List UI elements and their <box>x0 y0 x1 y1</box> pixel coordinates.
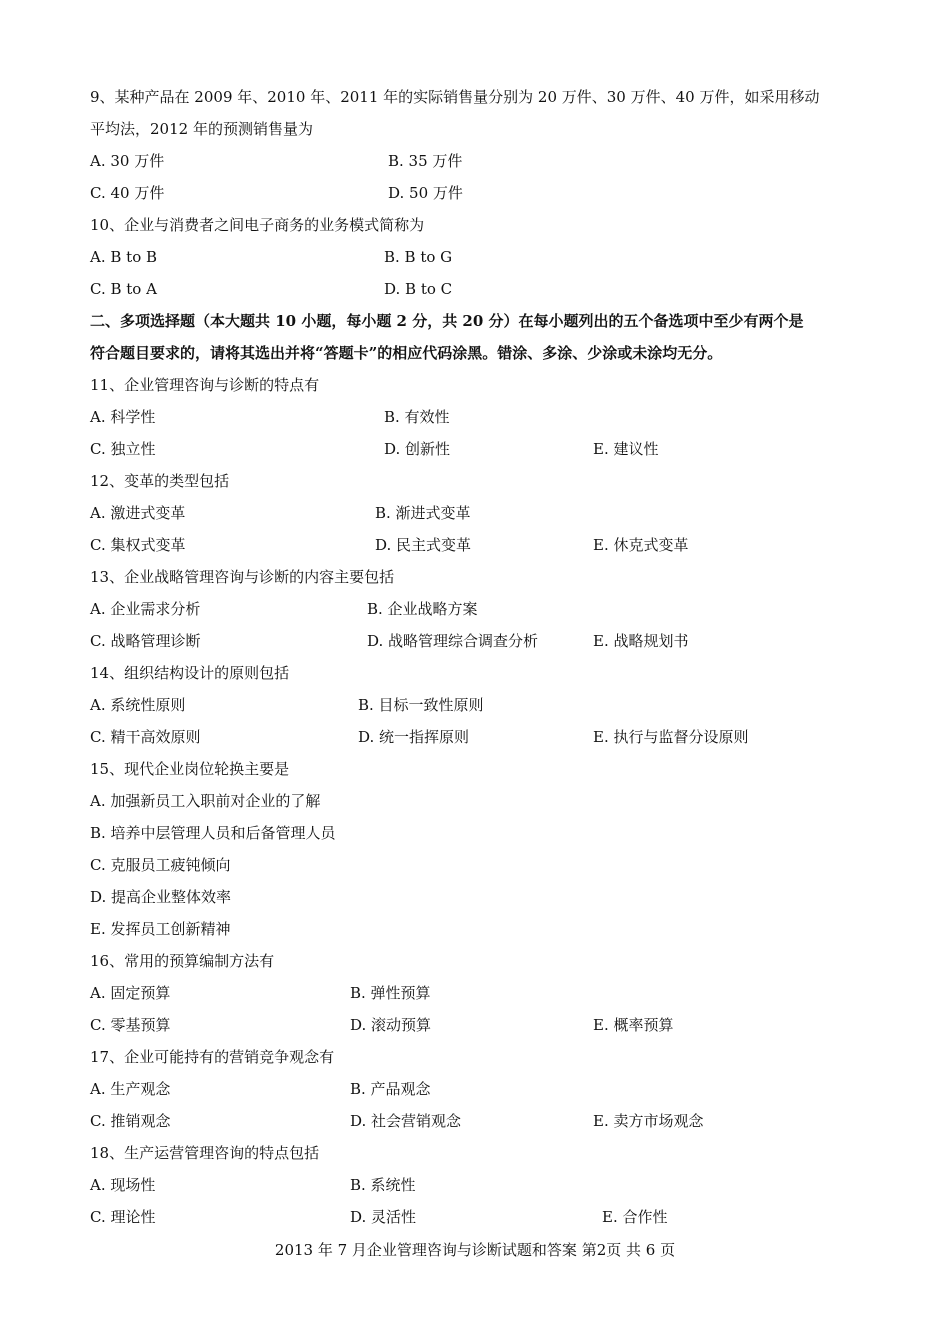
question-12-stem: 12、变革的类型包括 <box>90 472 230 490</box>
question-10-option-a: A. B to B <box>90 248 158 266</box>
question-13-option-a: A. 企业需求分析 <box>90 600 201 618</box>
question-17-option-d: D. 社会营销观念 <box>350 1112 462 1130</box>
question-11-option-e: E. 建议性 <box>593 440 659 458</box>
question-18-option-a: A. 现场性 <box>90 1176 156 1194</box>
question-17-option-e: E. 卖方市场观念 <box>593 1112 704 1130</box>
question-16-stem: 16、常用的预算编制方法有 <box>90 952 275 970</box>
section-2-heading-line2: 符合题目要求的，请将其选出并将“答题卡”的相应代码涂黑。错涂、多涂、少涂或未涂均无分。 <box>90 344 723 362</box>
question-17-option-b: B. 产品观念 <box>350 1080 431 1098</box>
question-10-option-d: D. B to C <box>384 280 453 298</box>
question-12-option-a: A. 激进式变革 <box>90 504 186 522</box>
question-10-stem: 10、企业与消费者之间电子商务的业务模式简称为 <box>90 216 425 234</box>
question-10-option-c: C. B to A <box>90 280 157 298</box>
question-14-option-a: A. 系统性原则 <box>90 696 186 714</box>
question-13-option-b: B. 企业战略方案 <box>367 600 478 618</box>
question-11-option-d: D. 创新性 <box>384 440 451 458</box>
question-16-option-e: E. 概率预算 <box>593 1016 674 1034</box>
question-15-option-c: C. 克服员工疲钝倾向 <box>90 856 231 874</box>
question-11-option-a: A. 科学性 <box>90 408 156 426</box>
question-14-option-e: E. 执行与监督分设原则 <box>593 728 749 746</box>
question-14-option-b: B. 目标一致性原则 <box>358 696 484 714</box>
question-9-option-c: C. 40 万件 <box>90 184 165 202</box>
question-12-option-d: D. 民主式变革 <box>375 536 472 554</box>
question-17-stem: 17、企业可能持有的营销竞争观念有 <box>90 1048 335 1066</box>
question-13-option-c: C. 战略管理诊断 <box>90 632 201 650</box>
question-14-option-d: D. 统一指挥原则 <box>358 728 470 746</box>
question-9-stem-line1: 9、某种产品在 2009 年、2010 年、2011 年的实际销售量分别为 20 万件、30 万件、40 万件，如采用移动 <box>90 88 820 106</box>
question-9-option-a: A. 30 万件 <box>90 152 165 170</box>
question-13-option-d: D. 战略管理综合调查分析 <box>367 632 539 650</box>
question-18-stem: 18、生产运营管理咨询的特点包括 <box>90 1144 320 1162</box>
question-13-option-e: E. 战略规划书 <box>593 632 689 650</box>
question-9-option-b: B. 35 万件 <box>388 152 463 170</box>
question-12-option-b: B. 渐进式变革 <box>375 504 471 522</box>
section-2-heading-line1: 二、多项选择题（本大题共 10 小题，每小题 2 分，共 20 分）在每小题列出的五个备选项中至少有两个是 <box>90 312 804 330</box>
question-15-stem: 15、现代企业岗位轮换主要是 <box>90 760 290 778</box>
question-11-option-c: C. 独立性 <box>90 440 156 458</box>
question-9-option-d: D. 50 万件 <box>388 184 463 202</box>
question-16-option-b: B. 弹性预算 <box>350 984 431 1002</box>
question-17-option-c: C. 推销观念 <box>90 1112 171 1130</box>
question-9-stem-line2: 平均法，2012 年的预测销售量为 <box>90 120 313 138</box>
question-18-option-b: B. 系统性 <box>350 1176 416 1194</box>
question-11-option-b: B. 有效性 <box>384 408 450 426</box>
question-18-option-c: C. 理论性 <box>90 1208 156 1226</box>
question-10-option-b: B. B to G <box>384 248 453 266</box>
question-13-stem: 13、企业战略管理咨询与诊断的内容主要包括 <box>90 568 395 586</box>
question-15-option-d: D. 提高企业整体效率 <box>90 888 232 906</box>
question-12-option-c: C. 集权式变革 <box>90 536 186 554</box>
question-15-option-e: E. 发挥员工创新精神 <box>90 920 231 938</box>
question-15-option-b: B. 培养中层管理人员和后备管理人员 <box>90 824 336 842</box>
question-11-stem: 11、企业管理咨询与诊断的特点有 <box>90 376 320 394</box>
question-18-option-e: E. 合作性 <box>602 1208 668 1226</box>
question-16-option-d: D. 滚动预算 <box>350 1016 432 1034</box>
question-16-option-a: A. 固定预算 <box>90 984 171 1002</box>
question-14-stem: 14、组织结构设计的原则包括 <box>90 664 290 682</box>
question-14-option-c: C. 精干高效原则 <box>90 728 201 746</box>
page-footer: 2013 年 7 月企业管理咨询与诊断试题和答案 第2页 共 6 页 <box>274 1241 676 1259</box>
question-16-option-c: C. 零基预算 <box>90 1016 171 1034</box>
question-18-option-d: D. 灵活性 <box>350 1208 417 1226</box>
question-12-option-e: E. 休克式变革 <box>593 536 689 554</box>
question-15-option-a: A. 加强新员工入职前对企业的了解 <box>90 792 321 810</box>
question-17-option-a: A. 生产观念 <box>90 1080 171 1098</box>
